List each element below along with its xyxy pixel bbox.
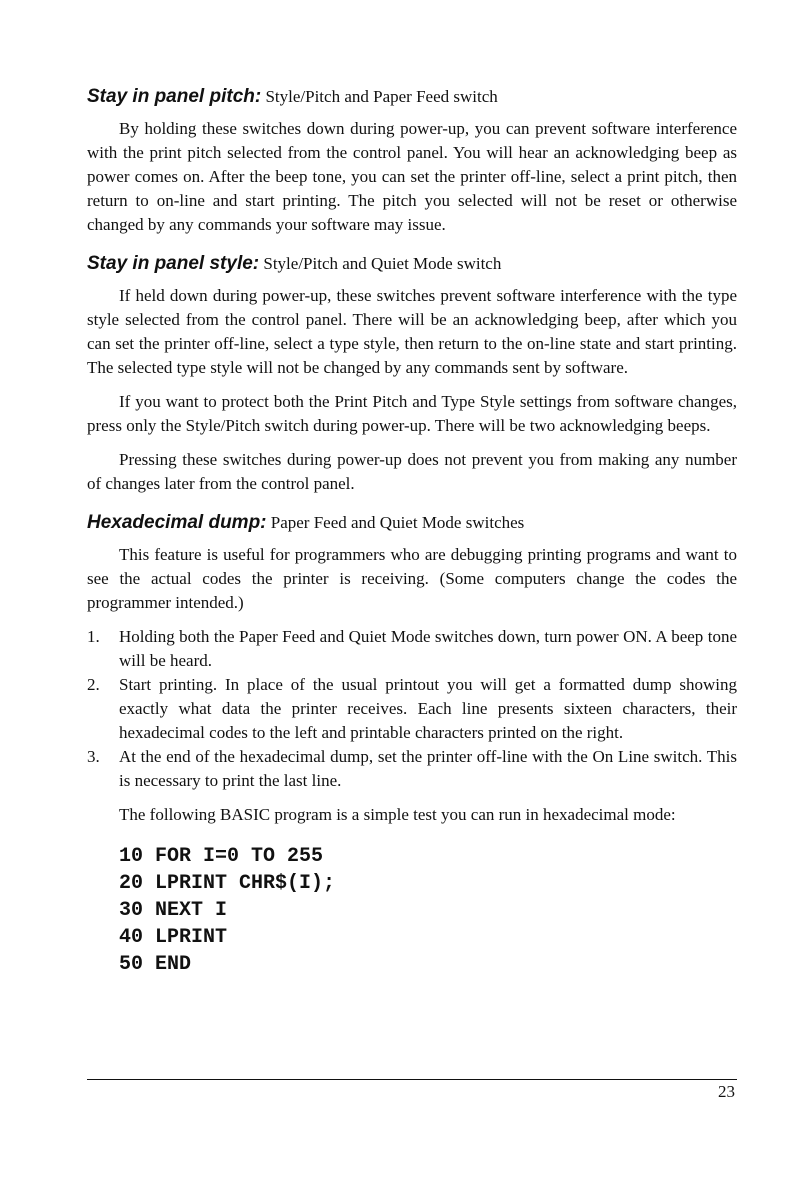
- section-subtitle: Style/Pitch and Paper Feed switch: [261, 87, 498, 106]
- paragraph: Pressing these switches during power-up does not prevent you from making any number of changes later from the control panel.: [87, 450, 737, 493]
- code-line: 50 END: [119, 953, 192, 976]
- step-number: 1.: [87, 627, 100, 646]
- page-number: 23: [718, 1082, 735, 1101]
- list-item: [87, 673, 737, 745]
- code-line: 10 FOR I=0 TO 255: [119, 845, 324, 868]
- section-subtitle: Paper Feed and Quiet Mode switches: [266, 513, 525, 532]
- list-item: [87, 745, 737, 793]
- page-content: [87, 84, 737, 978]
- step-number: 2.: [87, 675, 100, 694]
- code-line: 20 LPRINT CHR$(I);: [119, 872, 336, 895]
- paragraph: By holding these switches down during power-up, you can prevent software interference with the print pitch selected from the control panel. You will hear an acknowledging beep as power comes on. After the beep tone, you can set the printer off-line, select a print pitch, then return to on-line and start printing. The pitch you selected will not be reset or otherwise changed by any commands your software may issue.: [87, 119, 737, 234]
- step-text: Holding both the Paper Feed and Quiet Mode switches down, turn power ON. A beep tone will be heard.: [119, 627, 737, 670]
- paragraph: If held down during power-up, these switches prevent software interference with the type style selected from the control panel. There will be an acknowledging beep, after which you can set the printer off-line, select a type style, then return to the on-line state and start printing. The selected type style will not be changed by any commands sent by software.: [87, 286, 737, 377]
- paragraph: The following BASIC program is a simple test you can run in hexadecimal mode:: [119, 805, 676, 824]
- footer-rule: [87, 1079, 737, 1080]
- step-text: Start printing. In place of the usual printout you will get a formatted dump showing exactly what data the printer receives. Each line presents sixteen characters, their hexadecimal codes to the left and printable characters printed on the right.: [119, 675, 737, 742]
- code-line: 40 LPRINT: [119, 926, 228, 949]
- section-heading-panel-style: [87, 251, 737, 276]
- paragraph: This feature is useful for programmers who are debugging printing programs and want to see the actual codes the printer is receiving. (Some computers change the codes the programmer intended.): [87, 545, 737, 612]
- code-line: 30 NEXT I: [119, 899, 228, 922]
- section-term: Stay in panel pitch:: [87, 86, 262, 107]
- section-term: Hexadecimal dump:: [87, 512, 267, 533]
- step-number: 3.: [87, 747, 100, 766]
- section-term: Stay in panel style:: [87, 253, 260, 274]
- step-text: At the end of the hexadecimal dump, set the printer off-line with the On Line switch. This is necessary to print the last line.: [119, 747, 737, 790]
- paragraph: If you want to protect both the Print Pitch and Type Style settings from software changes, press only the Style/Pitch switch during power-up. There will be two acknowledging beeps.: [87, 392, 737, 435]
- list-item: [87, 625, 737, 673]
- section-heading-hex-dump: [87, 510, 737, 535]
- section-heading-panel-pitch: [87, 84, 737, 109]
- section-subtitle: Style/Pitch and Quiet Mode switch: [259, 254, 502, 273]
- steps-list: [87, 625, 737, 793]
- code-listing: [119, 843, 737, 978]
